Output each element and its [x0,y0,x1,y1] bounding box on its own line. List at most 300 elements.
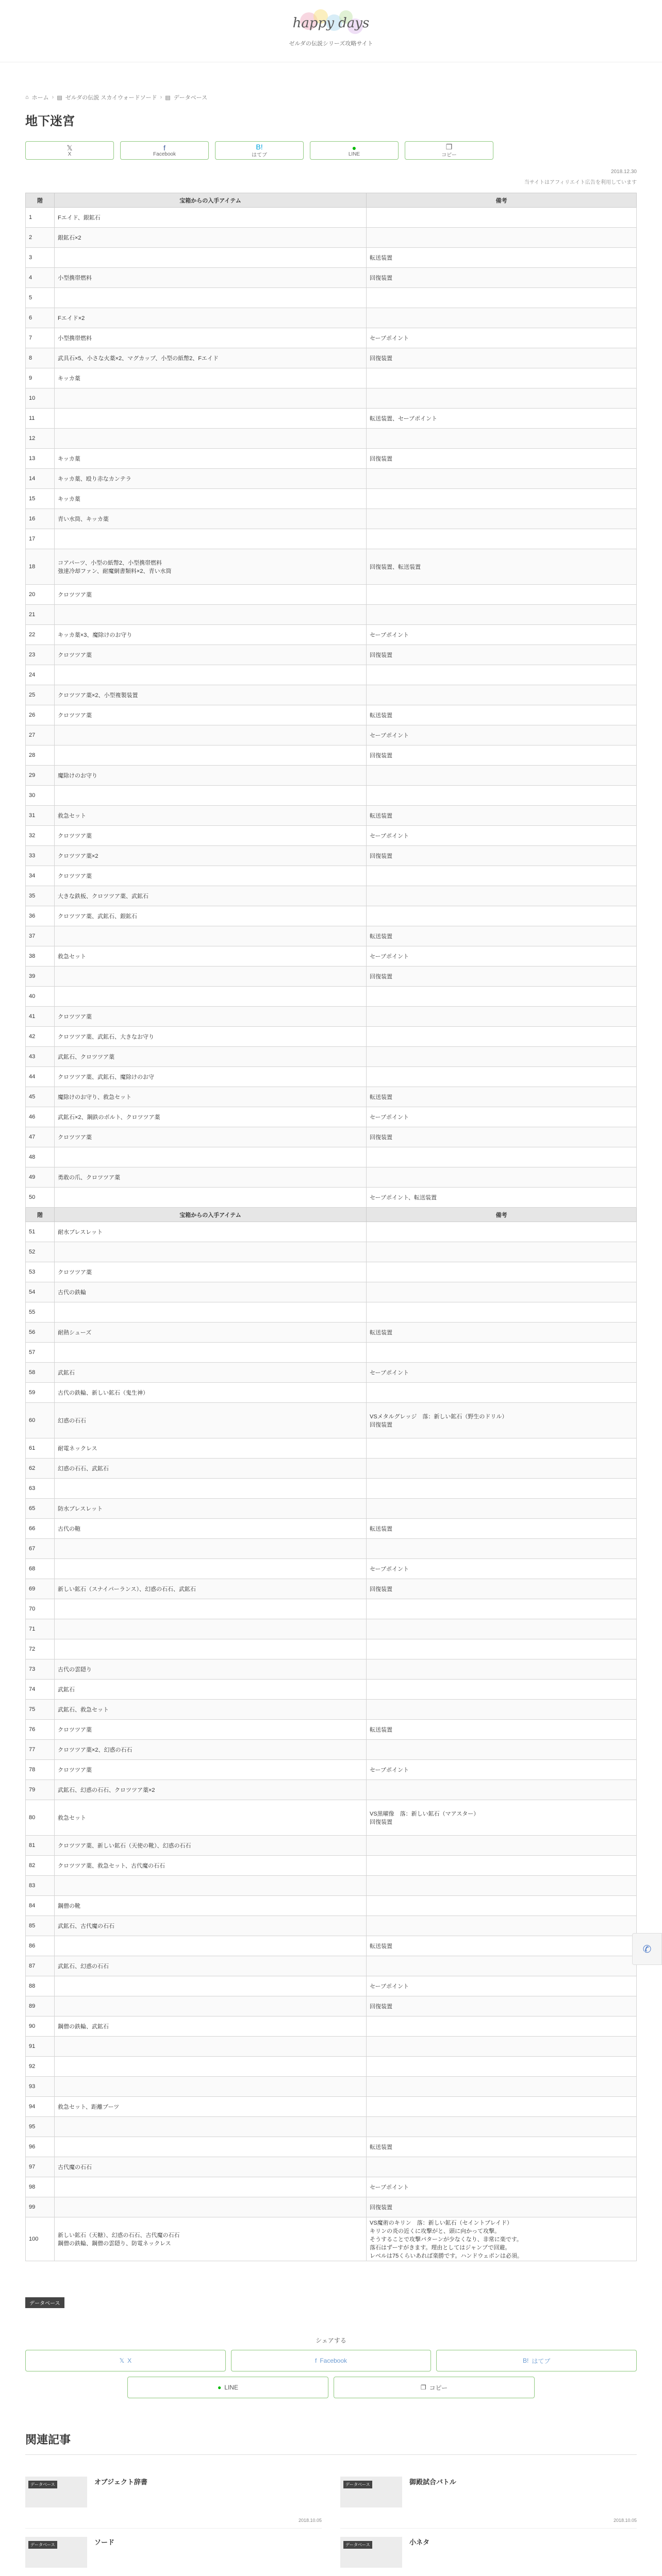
note-cell [367,1438,637,1459]
item-cell [55,2177,367,2197]
item-cell: クロツツア薬×2 [55,846,367,866]
note-cell [367,1027,637,1047]
facebook-icon: f [315,2357,317,2364]
item-cell [55,2197,367,2217]
note-cell [367,288,637,308]
floor-cell: 97 [26,2157,55,2177]
table-row [26,1700,637,1720]
note-cell [367,429,637,449]
item-cell: クロツツア薬 [55,1760,367,1780]
item-cell: クロツツア薬、武鉱石、銀鉱石 [55,906,367,926]
table-body-1 [26,208,637,1208]
article-title: 御殿試合バトル [409,2478,456,2486]
table-row [26,665,637,685]
item-cell: クロツツア薬、新しい鉱石（天使の靴）、幻惑の石石 [55,1836,367,1856]
post-date: 2018.12.30 [610,169,637,175]
note-cell [367,1916,637,1936]
item-cell: 武鉱石×2、鋼鉄のボルト、クロツツア薬 [55,1107,367,1127]
breadcrumb-home[interactable]: ホーム [31,95,49,101]
item-cell: 武鉱石、古代魔の石石 [55,1916,367,1936]
floor-cell: 10 [26,388,55,409]
breadcrumb-subcategory[interactable]: データベース [173,95,208,101]
note-cell: 回復装置 [367,967,637,987]
main-content [25,93,637,2576]
article-tag: データベース [343,2481,372,2488]
item-cell [55,1876,367,1896]
item-cell: クロツツア薬 [55,1127,367,1147]
note-cell [367,585,637,605]
note-cell [367,1659,637,1680]
note-cell: セーブポイント [367,826,637,846]
share-label: シェアする [316,2337,346,2344]
item-cell: キッカ薬 [55,368,367,388]
note-cell [367,1167,637,1188]
note-cell [367,469,637,489]
table-row [26,409,637,429]
item-cell [55,1619,367,1639]
item-cell: クロツツア薬 [55,1720,367,1740]
note-cell: 回復装置 [367,1127,637,1147]
note-cell: セーブポイント [367,725,637,745]
floor-cell: 53 [26,1262,55,1282]
table-row [26,685,637,705]
table-row [26,429,637,449]
note-cell [367,1876,637,1896]
floor-cell: 77 [26,1740,55,1760]
share-facebook-button[interactable]: f Facebook [120,141,209,160]
table-row [26,1323,637,1343]
floor-cell: 88 [26,1976,55,1996]
article-title: 小ネタ [409,2538,430,2546]
table-row [26,2057,637,2077]
note-cell [367,388,637,409]
item-cell [55,1302,367,1323]
note-cell [367,1242,637,1262]
item-cell [55,288,367,308]
site-logo[interactable] [290,9,372,36]
table-row [26,1760,637,1780]
floor-cell: 68 [26,1559,55,1579]
item-cell [55,1147,367,1167]
item-cell: 新しい鉱石（スナイパーランス）、幻惑の石石、武鉱石 [55,1579,367,1599]
item-cell [55,2057,367,2077]
table-row [26,1800,637,1836]
table-row [26,1127,637,1147]
floor-cell: 74 [26,1680,55,1700]
table-row [26,1579,637,1599]
share-copy-button[interactable]: ❐ コピー [405,141,493,160]
item-cell [55,2137,367,2157]
share-bar-top [25,136,637,165]
table-row [26,1438,637,1459]
header-note: 備考 [367,1208,637,1222]
table-row [26,1007,637,1027]
table-row [26,1856,637,1876]
floor-cell: 70 [26,1599,55,1619]
floor-cell: 92 [26,2057,55,2077]
item-cell: クロツツア薬 [55,645,367,665]
note-cell: セーブポイント [367,1976,637,1996]
item-cell: 武鉱石、幻惑の石石 [55,1956,367,1976]
folder-icon: ▤ [57,94,62,101]
note-cell [367,2157,637,2177]
table-row [26,208,637,228]
table-row [26,1499,637,1519]
floor-cell: 91 [26,2037,55,2057]
floor-cell: 34 [26,866,55,886]
table-row [26,786,637,806]
note-cell [367,529,637,549]
note-cell [367,1619,637,1639]
item-cell [55,1976,367,1996]
note-cell [367,2037,637,2057]
floor-cell: 94 [26,2097,55,2117]
note-cell: 回復装置 [367,745,637,766]
item-cell [55,248,367,268]
category-tag[interactable]: データベース [25,2297,64,2308]
table-row [26,228,637,248]
related-article[interactable] [25,2529,322,2576]
chevron-right-icon: › [52,94,54,100]
table-row [26,1343,637,1363]
item-cell: クロツツア薬×2、小型複製装置 [55,685,367,705]
floor-cell: 72 [26,1639,55,1659]
note-cell: 転送装置 [367,1323,637,1343]
item-cell: 大きな鉄板、クロツツア薬、武鉱石 [55,886,367,906]
note-cell [367,886,637,906]
note-cell: 回復装置 [367,645,637,665]
item-cell: 武鉱石 [55,1363,367,1383]
article-thumbnail [340,2537,402,2568]
floor-cell: 29 [26,766,55,786]
line-icon: ● [352,143,357,152]
item-cell: 防水ブレスレット [55,1499,367,1519]
chat-widget-button[interactable] [632,1933,662,1965]
share-hatena-button[interactable]: B! はてブ [436,2350,637,2371]
note-cell [367,1383,637,1403]
floor-cell: 63 [26,1479,55,1499]
floor-cell: 37 [26,926,55,946]
table-row [26,1896,637,1916]
item-cell [55,1479,367,1499]
table-row [26,328,637,348]
table-row [26,1659,637,1680]
table-row [26,906,637,926]
floor-cell: 98 [26,2177,55,2197]
article-tag: データベース [28,2481,57,2488]
table-row [26,725,637,745]
note-cell [367,1896,637,1916]
note-cell: セーブポイント [367,2177,637,2197]
note-cell [367,2117,637,2137]
note-cell [367,766,637,786]
item-cell [55,1539,367,1559]
note-cell: 回復装置 [367,1579,637,1599]
table-header-row [26,193,637,208]
item-cell: クロツツア薬 [55,866,367,886]
floor-cell: 84 [26,1896,55,1916]
header-floor: 階 [26,193,55,208]
table-row [26,1222,637,1242]
note-cell [367,1956,637,1976]
floor-cell: 56 [26,1323,55,1343]
share-line-button[interactable]: ● LINE [127,2377,328,2398]
article-thumbnail [340,2477,402,2507]
item-cell [55,786,367,806]
note-cell: セーブポイント [367,1107,637,1127]
note-cell [367,368,637,388]
note-cell: 転送装置 [367,1519,637,1539]
floor-cell: 82 [26,1856,55,1876]
floor-cell: 62 [26,1459,55,1479]
floor-cell: 54 [26,1282,55,1302]
floor-cell: 67 [26,1539,55,1559]
note-cell [367,1343,637,1363]
table-row [26,1976,637,1996]
table-row [26,987,637,1007]
floor-cell: 39 [26,967,55,987]
floor-cell: 95 [26,2117,55,2137]
floor-cell: 57 [26,1343,55,1363]
table-row [26,926,637,946]
table-row [26,846,637,866]
floor-cell: 58 [26,1363,55,1383]
table-row [26,745,637,766]
note-cell [367,1302,637,1323]
note-cell [367,866,637,886]
table-row [26,1996,637,2016]
table-row [26,946,637,967]
table-row [26,1147,637,1167]
line-icon: ● [218,2384,222,2391]
share-copy-button[interactable]: ❐ コピー [334,2377,535,2398]
note-cell: 転送装置 [367,806,637,826]
note-cell [367,665,637,685]
table-row [26,967,637,987]
table-row [26,1639,637,1659]
floor-cell: 46 [26,1107,55,1127]
item-cell [55,409,367,429]
item-cell: 救急セット、距離ブーツ [55,2097,367,2117]
chevron-right-icon: › [160,94,162,100]
table-row [26,509,637,529]
table-row [26,1087,637,1107]
floor-cell: 59 [26,1383,55,1403]
note-cell [367,1282,637,1302]
item-cell: 救急セット [55,946,367,967]
floor-cell: 41 [26,1007,55,1027]
note-cell [367,1459,637,1479]
item-cell: 幻惑の石石、武鉱石 [55,1459,367,1479]
item-cell: 銀鉱石×2 [55,228,367,248]
note-cell [367,1836,637,1856]
table-row [26,866,637,886]
header-item: 宝箱からの入手アイテム [55,1208,367,1222]
note-cell: セーブポイント [367,328,637,348]
table-row [26,469,637,489]
article-title: ソード [94,2538,115,2546]
table-row [26,1167,637,1188]
table-row [26,1027,637,1047]
item-cell [55,1343,367,1363]
item-cell: 武鉱石 [55,1680,367,1700]
article-thumbnail [25,2477,87,2507]
share-x-button[interactable]: 𝕏 X [25,141,114,160]
note-cell [367,509,637,529]
share-x-button[interactable]: 𝕏 X [25,2350,226,2371]
table-row [26,585,637,605]
floor-cell: 61 [26,1438,55,1459]
note-cell [367,2077,637,2097]
note-cell [367,1700,637,1720]
floor-cell: 22 [26,625,55,645]
share-facebook-button[interactable]: f Facebook [231,2350,432,2371]
table-row [26,1720,637,1740]
item-cell: Fエイド×2 [55,308,367,328]
item-cell: キッカ薬×3、魔除けのお守り [55,625,367,645]
floor-cell: 31 [26,806,55,826]
table-row [26,248,637,268]
table-row [26,388,637,409]
table-row [26,1262,637,1282]
floor-cell: 6 [26,308,55,328]
table-row [26,806,637,826]
floor-cell: 38 [26,946,55,967]
floor-cell: 24 [26,665,55,685]
item-cell: 古代魔の石石 [55,2157,367,2177]
note-cell: 転送装置、セーブポイント [367,409,637,429]
note-cell: セーブポイント [367,625,637,645]
logo-text: happy days [292,15,370,31]
floor-cell: 16 [26,509,55,529]
item-cell: 武鉱石、救急セット [55,1700,367,1720]
item-cell [55,1188,367,1208]
share-line-button[interactable]: ● LINE [310,141,399,160]
item-cell: クロツツア薬、武鉱石、大きなお守り [55,1027,367,1047]
note-cell [367,2057,637,2077]
note-cell [367,685,637,705]
table-row [26,268,637,288]
related-article[interactable] [25,2468,322,2529]
table-row [26,1519,637,1539]
note-cell [367,2016,637,2037]
floor-cell: 87 [26,1956,55,1976]
note-cell: 転送装置 [367,926,637,946]
floor-cell: 9 [26,368,55,388]
item-cell: クロツツア薬 [55,1007,367,1027]
item-cell [55,926,367,946]
table-row [26,1680,637,1700]
floor-cell: 23 [26,645,55,665]
table-row [26,2097,637,2117]
item-cell: 青い水筒、キッカ薬 [55,509,367,529]
share-hatena-button[interactable]: B! はてブ [215,141,304,160]
floor-cell: 60 [26,1403,55,1438]
item-cell [55,1559,367,1579]
breadcrumb-category[interactable]: ゼルダの伝説 スカイウォードソード [65,95,157,101]
item-cell [55,1242,367,1262]
floor-cell: 44 [26,1067,55,1087]
table-row [26,2157,637,2177]
table-row [26,1107,637,1127]
floor-cell: 25 [26,685,55,705]
note-cell: セーブポイント [367,946,637,967]
article-tag: データベース [343,2541,372,2549]
floor-cell: 4 [26,268,55,288]
item-cell: クロツツア薬 [55,826,367,846]
item-cell [55,725,367,745]
table-row [26,1780,637,1800]
floor-cell: 45 [26,1087,55,1107]
item-cell: 幻惑の石石 [55,1403,367,1438]
floor-cell: 85 [26,1916,55,1936]
note-cell [367,1780,637,1800]
floor-cell: 30 [26,786,55,806]
floor-cell: 81 [26,1836,55,1856]
table-row [26,1363,637,1383]
table-row [26,1619,637,1639]
floor-cell: 40 [26,987,55,1007]
table-row [26,1916,637,1936]
item-cell: 新しい鉱石（天糖）、幻惑の石石、古代魔の石石 鋼僧の鉄輪、鋼僧の雲隠り、防電ネックレス [55,2217,367,2261]
floor-cell: 36 [26,906,55,926]
floor-cell: 15 [26,489,55,509]
item-cell: 耐電ネックレス [55,1438,367,1459]
item-cell: 鋼僧の靴 [55,1896,367,1916]
page-title: 地下迷宮 [25,114,75,128]
related-article[interactable] [340,2529,637,2576]
article-tag: データベース [28,2541,57,2549]
table-row [26,2077,637,2097]
note-cell: 回復装置 [367,449,637,469]
note-cell: 回復装置 [367,268,637,288]
table-row [26,2117,637,2137]
hatena-icon: B! [523,2357,529,2364]
floor-cell: 42 [26,1027,55,1047]
item-cell: 救急セット [55,1800,367,1836]
note-cell: 回復装置 [367,2197,637,2217]
table-row [26,549,637,585]
table-row [26,1559,637,1579]
floor-cell: 93 [26,2077,55,2097]
header-note: 備考 [367,193,637,208]
related-article[interactable] [340,2468,637,2529]
item-cell: クロツツア薬、救急セット、古代魔の石石 [55,1856,367,1876]
facebook-icon: f [163,143,166,152]
item-cell [55,2117,367,2137]
note-cell: セーブポイント [367,1559,637,1579]
site-tagline: ゼルダの伝説シリーズ攻略サイト [289,41,373,47]
item-cell: 救急セット [55,806,367,826]
table-row [26,1539,637,1559]
table-row [26,1876,637,1896]
item-cell: クロツツア薬 [55,1262,367,1282]
table-row [26,1936,637,1956]
item-cell: クロツツア薬 [55,705,367,725]
item-cell: 小型携帯燃料 [55,268,367,288]
item-cell [55,2037,367,2057]
item-cell: 勇敢の爪、クロツツア薬 [55,1167,367,1188]
floor-cell: 14 [26,469,55,489]
item-cell: 魔除けのお守り [55,766,367,786]
note-cell [367,1147,637,1167]
table-row [26,1479,637,1499]
note-cell: セーブポイント [367,1363,637,1383]
article-thumbnail [25,2537,87,2568]
floor-cell: 17 [26,529,55,549]
floor-cell: 55 [26,1302,55,1323]
table-row [26,1188,637,1208]
